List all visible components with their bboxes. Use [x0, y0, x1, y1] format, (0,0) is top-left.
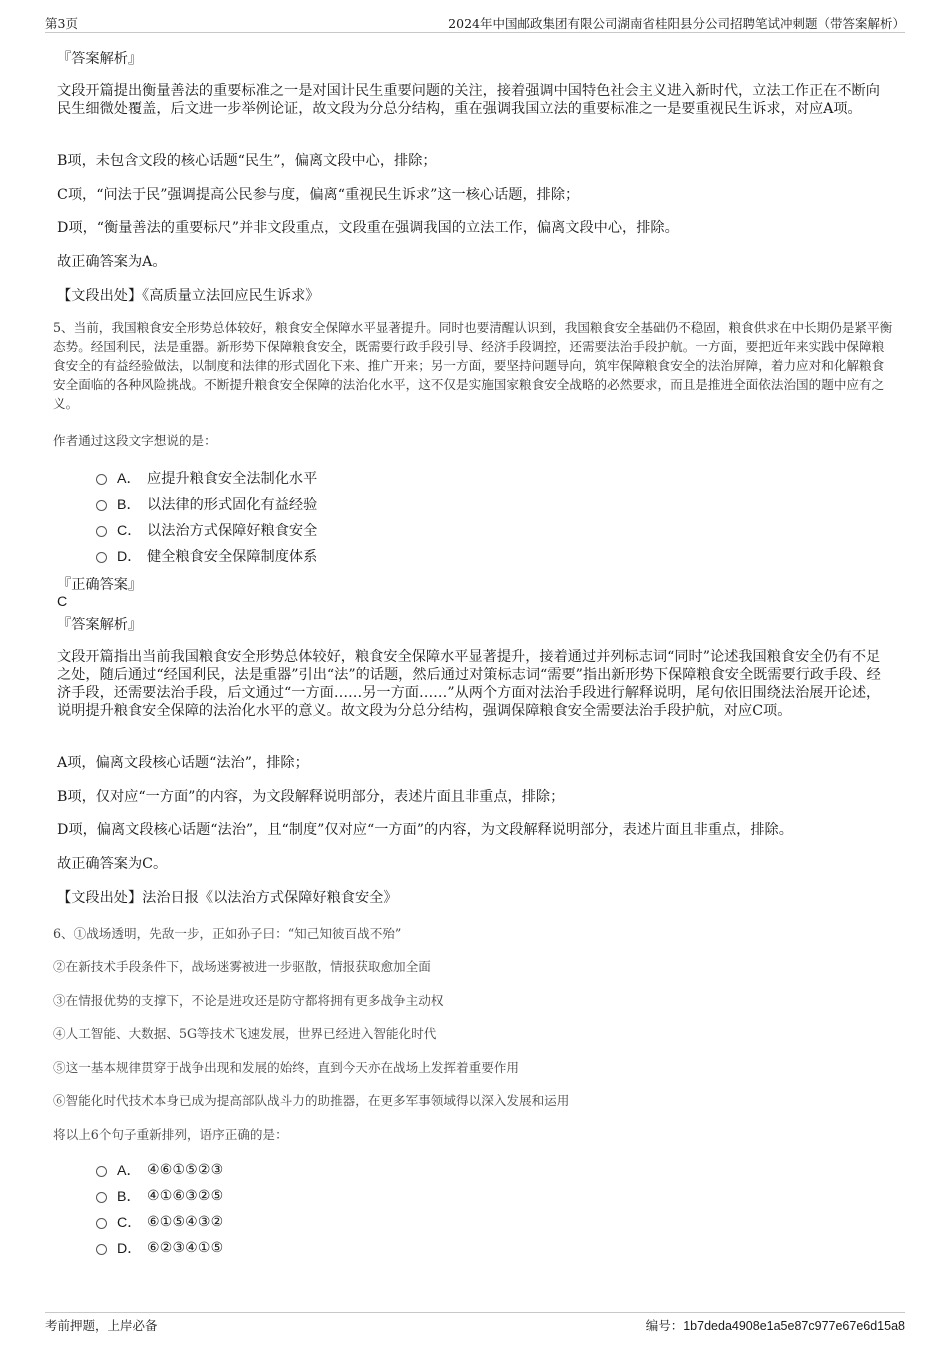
- radio-icon[interactable]: [96, 1192, 107, 1203]
- q5-conclusion: 故正确答案为C。: [57, 856, 168, 872]
- footer-slogan: 考前押题，上岸必备: [45, 1318, 158, 1333]
- q6-option-a[interactable]: A． ④⑥①⑤②③: [96, 1160, 223, 1180]
- q4-analysis-option-c: C项，“问法于民”强调提高公民参与度，偏离“重视民生诉求”这一核心话题，排除；: [57, 187, 580, 203]
- page-number: 第3页: [45, 16, 78, 31]
- q4-analysis-option-b: B项，未包含文段的核心话题“民生”，偏离文段中心，排除；: [57, 153, 437, 169]
- q5-answer: C: [57, 594, 68, 610]
- q5-stem: 5、当前，我国粮食安全形势总体较好，粮食安全保障水平显著提升。同时也要清醒认识到，我国粮食安全基础仍不稳固，粮食供求在中长期仍是紧平衡态势。经国利民，法是重器。新形势下保障粮食安全，既需要行政手段引导、经济手段调控，还需要法治手段护航。一方面，要把近年来实践中保障粮食安全的有益经验做法，以制度和法律的形式固化下来、推广开来；另一方面，要坚持问题导向，筑牢保障粮食安全的法治屏障，着力应对和化解粮食安全面临的各种风险挑战。不断提升粮食安全保障的法治化水平，这不仅是实施国家粮食安全战略的必然要求，而且是推进全面依法治国的题中应有之义。: [53, 320, 893, 411]
- document-code-label: 编号：: [645, 1318, 684, 1333]
- q4-analysis-option-d: D项，“衡量善法的重要标尺”并非文段重点，文段重在强调我国的立法工作，偏离文段中心，排除。: [57, 220, 679, 236]
- q5-answer-heading: 『正确答案』: [57, 577, 143, 593]
- q4-source: 【文段出处】《高质量立法回应民生诉求》: [57, 288, 320, 304]
- q5-option-c[interactable]: C． 以法治方式保障好粮食安全: [96, 520, 317, 540]
- document-code: [646, 1316, 905, 1334]
- radio-icon[interactable]: [96, 1244, 107, 1255]
- radio-icon[interactable]: [96, 474, 107, 485]
- q5-option-a[interactable]: A． 应提升粮食安全法制化水平: [96, 468, 317, 488]
- q6-sentence-1: 6、①战场透明，先敌一步，正如孙子曰：“知己知彼百战不殆”: [53, 926, 402, 941]
- q6-sentence-2: ②在新技术手段条件下，战场迷雾被进一步驱散，情报获取愈加全面: [53, 959, 431, 974]
- q6-question: 将以上6个句子重新排列，语序正确的是：: [53, 1127, 288, 1142]
- q5-source: 【文段出处】法治日报《以法治方式保障好粮食安全》: [57, 890, 398, 906]
- radio-icon[interactable]: [96, 526, 107, 537]
- q5-option-b[interactable]: B． 以法律的形式固化有益经验: [96, 494, 317, 514]
- q4-analysis-heading: 『答案解析』: [57, 51, 143, 67]
- q6-sentence-3: ③在情报优势的支撑下，不论是进攻还是防守都将拥有更多战争主动权: [53, 993, 444, 1008]
- q5-question: 作者通过这段文字想说的是：: [53, 433, 217, 448]
- q6-sentence-5: ⑤这一基本规律贯穿于战争出现和发展的始终，直到今天亦在战场上发挥着重要作用: [53, 1060, 519, 1075]
- radio-icon[interactable]: [96, 1218, 107, 1229]
- q6-sentence-4: ④人工智能、大数据、5G等技术飞速发展，世界已经进入智能化时代: [53, 1026, 437, 1041]
- q5-analysis-option-b: B项，仅对应“一方面”的内容，为文段解释说明部分，表述片面且非重点，排除；: [57, 789, 565, 805]
- q5-analysis-heading: 『答案解析』: [57, 617, 143, 633]
- q4-conclusion: 故正确答案为A。: [57, 254, 167, 270]
- q4-analysis-paragraph: 文段开篇提出衡量善法的重要标准之一是对国计民生重要问题的关注，接着强调中国特色社会主义进入新时代，立法工作正在不断向民生细微处覆盖，后文进一步举例论证，故文段为分总分结构，重在强调我国立法的重要标准之一是要重视民生诉求，对应A项。: [57, 83, 880, 117]
- q6-option-d[interactable]: D． ⑥②③④①⑤: [96, 1238, 223, 1258]
- radio-icon[interactable]: [96, 552, 107, 563]
- q5-option-d[interactable]: D． 健全粮食安全保障制度体系: [96, 546, 317, 566]
- q5-analysis-paragraph: 文段开篇指出当前我国粮食安全形势总体较好，粮食安全保障水平显著提升，接着通过并列标志词“同时”论述我国粮食安全仍有不足之处，随后通过“经国利民，法是重器”引出“法”的话题，然后通过对策标志词“需要”指出新形势下保障粮食安全既需要行政手段、经济手段，还需要法治手段，后文通过“一方面……另一方面……”从两个方面对法治手段进行解释说明，尾句依旧围绕法治展开论述，说明提升粮食安全保障的法治化水平的意义。故文段为分总分结构，强调保障粮食安全需要法治手段护航，对应C项。: [57, 649, 881, 719]
- radio-icon[interactable]: [96, 500, 107, 511]
- q6-option-c[interactable]: C． ⑥①⑤④③②: [96, 1212, 223, 1232]
- page-header: [45, 14, 905, 33]
- q6-option-b[interactable]: B． ④①⑥③②⑤: [96, 1186, 223, 1206]
- document-title: 2024年中国邮政集团有限公司湖南省桂阳县分公司招聘笔试冲刺题（带答案解析）: [448, 16, 905, 31]
- q5-analysis-option-a: A项，偏离文段核心话题“法治”，排除；: [57, 755, 309, 771]
- document-code-value: 1b7deda4908e1a5e87c977e67e6d15a8: [683, 1319, 905, 1333]
- radio-icon[interactable]: [96, 1166, 107, 1177]
- page-footer: [45, 1312, 905, 1333]
- q5-analysis-option-d: D项，偏离文段核心话题“法治”，且“制度”仅对应“一方面”的内容，为文段解释说明部分，表述片面且非重点，排除。: [57, 822, 793, 838]
- q6-sentence-6: ⑥智能化时代技术本身已成为提高部队战斗力的助推器，在更多军事领域得以深入发展和运用: [53, 1093, 570, 1108]
